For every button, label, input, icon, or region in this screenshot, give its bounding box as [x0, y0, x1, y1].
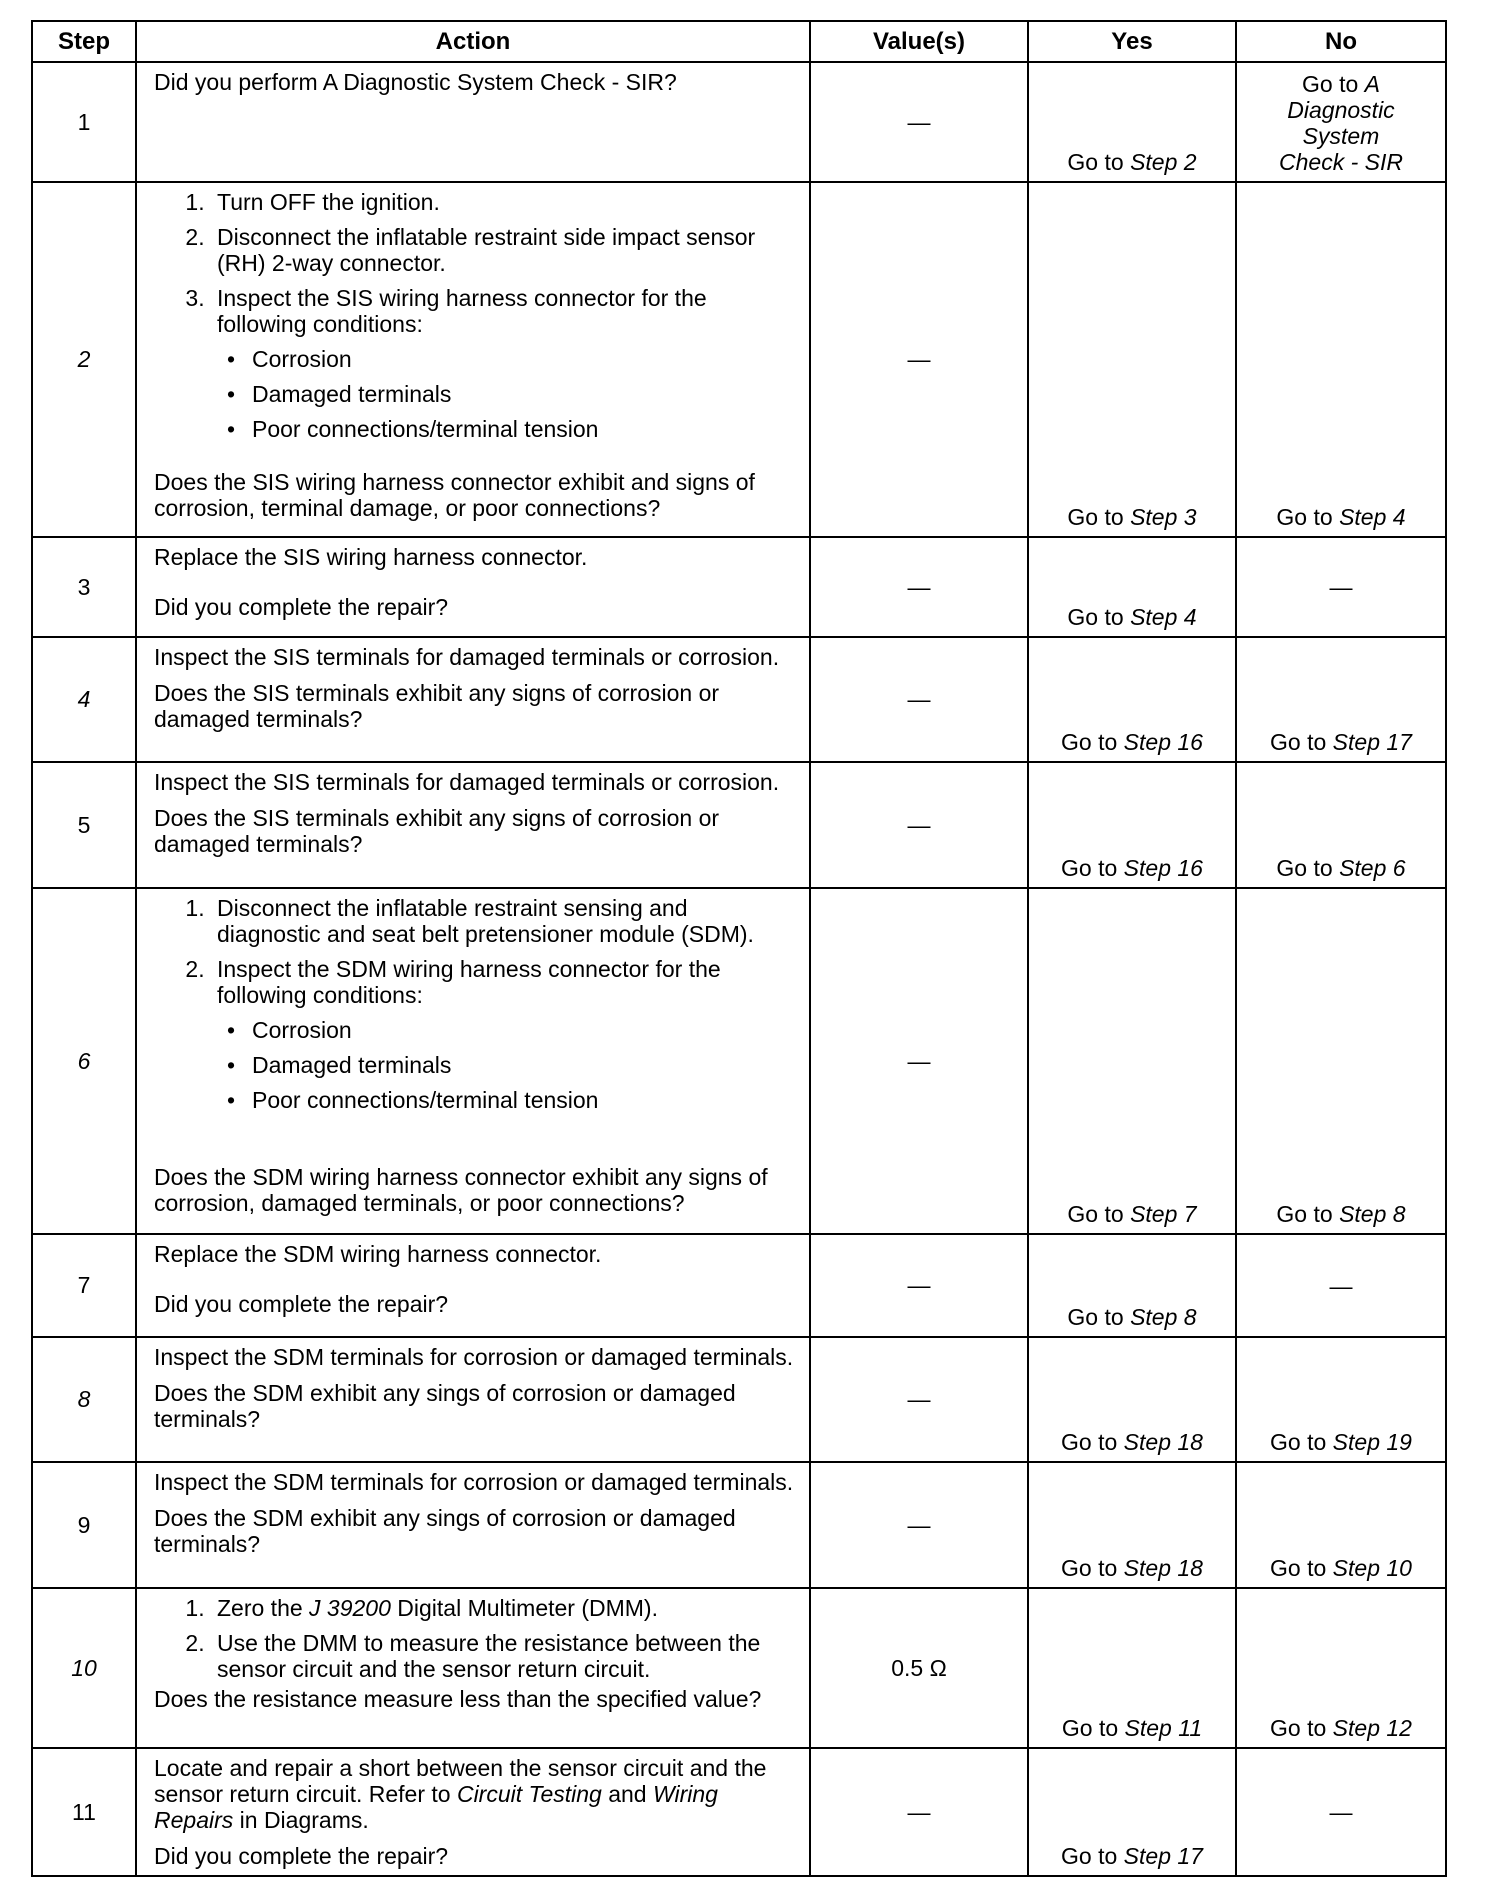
action-step: 1. Turn OFF the ignition. [211, 189, 797, 215]
action-text: Inspect the SDM terminals for corrosion or damaged terminals. [154, 1469, 794, 1495]
yes-step-link[interactable]: Step 18 [1123, 1429, 1203, 1455]
yes-step-link[interactable]: Step 3 [1130, 504, 1197, 530]
value-cell: — [810, 62, 1028, 182]
yes-prefix: Go to [1061, 1715, 1125, 1741]
yes-cell [1028, 537, 1236, 637]
no-cell [1236, 637, 1446, 762]
table-row [32, 62, 1446, 182]
yes-step-link[interactable]: Step 4 [1130, 604, 1197, 630]
action-steps [154, 895, 797, 1113]
condition-item: • Damaged terminals [227, 1052, 797, 1078]
action-text-part: in Diagrams. [233, 1807, 369, 1833]
no-link-part[interactable]: Diagnostic [1287, 97, 1395, 123]
action-question: Does the SIS terminals exhibit any signs of corrosion or damaged terminals? [154, 680, 720, 732]
yes-cell [1028, 1337, 1236, 1462]
yes-prefix: Go to [1061, 729, 1124, 755]
yes-cell [1028, 1588, 1236, 1748]
action-steps [154, 189, 797, 442]
action-cell [136, 182, 810, 537]
no-prefix: Go to [1270, 729, 1333, 755]
yes-prefix: Go to [1067, 1304, 1131, 1330]
action-text: Replace the SDM wiring harness connector. [154, 1241, 602, 1267]
no-step-link[interactable]: Step 6 [1339, 855, 1406, 881]
table-row [32, 888, 1446, 1234]
no-cell [1236, 62, 1446, 182]
yes-cell [1028, 888, 1236, 1234]
no-cell [1236, 1588, 1446, 1748]
table-row [32, 1462, 1446, 1588]
no-prefix: Go to [1276, 1201, 1340, 1227]
yes-cell [1028, 1462, 1236, 1588]
no-step-link[interactable]: Step 8 [1339, 1201, 1406, 1227]
step-number: 3 [32, 537, 136, 637]
condition-list [217, 1017, 797, 1113]
action-cell [136, 1234, 810, 1337]
action-cell [136, 1588, 810, 1748]
action-question: Did you complete the repair? [154, 1843, 449, 1869]
action-question: Does the SIS wiring harness connector exhibit and signs of corrosion, terminal damage, or poor connections? [154, 469, 755, 521]
table-row [32, 182, 1446, 537]
header-action: Action [136, 21, 810, 62]
action-step [211, 1595, 797, 1621]
action-steps [154, 1595, 797, 1682]
no-prefix: Go to [1302, 71, 1365, 97]
yes-cell [1028, 637, 1236, 762]
yes-prefix: Go to [1067, 504, 1131, 530]
step-number: 11 [32, 1748, 136, 1876]
yes-cell [1028, 62, 1236, 182]
step-number: 8 [32, 1337, 136, 1462]
table-row [32, 537, 1446, 637]
yes-prefix: Go to [1067, 604, 1131, 630]
action-question: Does the SDM exhibit any sings of corrosion or damaged terminals? [154, 1380, 736, 1432]
value-cell: — [810, 888, 1028, 1234]
value-cell: — [810, 1748, 1028, 1876]
action-text-part: Locate and repair a short between the sensor circuit and the sensor return circuit. Refer to [154, 1755, 767, 1807]
yes-cell [1028, 1234, 1236, 1337]
no-prefix: Go to [1270, 1715, 1333, 1741]
action-question: Does the SDM wiring harness connector exhibit any signs of corrosion, damaged terminals, or poor connections? [154, 1164, 768, 1216]
no-cell [1236, 1337, 1446, 1462]
yes-step-link[interactable]: Step 18 [1123, 1555, 1203, 1581]
action-question: Does the SDM exhibit any sings of corrosion or damaged terminals? [154, 1505, 736, 1557]
action-step-text: Digital Multimeter (DMM). [390, 1595, 658, 1621]
action-step [211, 956, 797, 1113]
no-link-part[interactable]: System [1302, 123, 1380, 149]
action-cell [136, 888, 810, 1234]
reference-link[interactable]: Wiring Repairs [154, 1781, 718, 1833]
no-cell [1236, 182, 1446, 537]
yes-step-link[interactable]: Step 16 [1123, 855, 1203, 881]
action-step-text: Zero the [217, 1595, 310, 1621]
step-number: 9 [32, 1462, 136, 1588]
action-question: Did you perform A Diagnostic System Check - SIR? [154, 69, 677, 95]
yes-prefix: Go to [1061, 855, 1124, 881]
value-cell: — [810, 762, 1028, 888]
header-row [32, 21, 1446, 62]
no-cell: — [1236, 537, 1446, 637]
action-text-part: and [601, 1781, 653, 1807]
step-number: 4 [32, 637, 136, 762]
tool-reference: J 39200 [309, 1595, 391, 1621]
no-step-link[interactable]: Step 10 [1332, 1555, 1412, 1581]
step-number: 5 [32, 762, 136, 888]
action-question: Does the SIS terminals exhibit any signs of corrosion or damaged terminals? [154, 805, 720, 857]
table-row [32, 762, 1446, 888]
condition-list [217, 346, 797, 442]
yes-step-link[interactable]: Step 7 [1130, 1201, 1197, 1227]
condition-item: • Poor connections/terminal tension [227, 416, 797, 442]
no-link-part[interactable]: A [1364, 71, 1380, 97]
no-prefix: Go to [1276, 504, 1340, 530]
reference-link[interactable]: Circuit Testing [456, 1781, 602, 1807]
header-yes: Yes [1028, 21, 1236, 62]
no-cell: — [1236, 1748, 1446, 1876]
no-cell [1236, 762, 1446, 888]
yes-prefix: Go to [1067, 1201, 1131, 1227]
action-step [211, 285, 797, 442]
yes-step-link[interactable]: Step 8 [1130, 1304, 1197, 1330]
action-step: 2. Use the DMM to measure the resistance between the sensor circuit and the sensor return circuit. [211, 1630, 797, 1682]
no-step-link[interactable]: Step 17 [1332, 729, 1412, 755]
action-cell [136, 1462, 810, 1588]
action-cell [136, 62, 810, 182]
action-cell [136, 1337, 810, 1462]
table-row [32, 637, 1446, 762]
table-row [32, 1337, 1446, 1462]
table-row [32, 1588, 1446, 1748]
action-cell [136, 637, 810, 762]
step-number: 10 [32, 1588, 136, 1748]
no-step-link[interactable]: Step 12 [1332, 1715, 1412, 1741]
yes-prefix: Go to [1061, 1429, 1124, 1455]
yes-cell [1028, 1748, 1236, 1876]
action-text: Replace the SIS wiring harness connector. [154, 544, 588, 570]
value-cell: — [810, 1234, 1028, 1337]
yes-step-link[interactable]: Step 2 [1130, 149, 1197, 175]
action-question: Did you complete the repair? [154, 594, 449, 620]
action-cell [136, 762, 810, 888]
value-cell: — [810, 637, 1028, 762]
action-step-text: Inspect the SDM wiring harness connector for the following conditions: [217, 956, 721, 1008]
no-step-link[interactable]: Step 4 [1339, 504, 1406, 530]
yes-cell [1028, 762, 1236, 888]
header-step: Step [32, 21, 136, 62]
action-question: Did you complete the repair? [154, 1291, 449, 1317]
table-row [32, 1234, 1446, 1337]
yes-step-link[interactable]: Step 16 [1123, 729, 1203, 755]
no-cell: — [1236, 1234, 1446, 1337]
no-prefix: Go to [1270, 1555, 1333, 1581]
action-text: Inspect the SDM terminals for corrosion or damaged terminals. [154, 1344, 794, 1370]
yes-step-link[interactable]: Step 17 [1123, 1843, 1203, 1869]
condition-item: • Corrosion [227, 1017, 797, 1043]
no-cell [1236, 888, 1446, 1234]
no-link-part[interactable]: Check - SIR [1279, 149, 1403, 175]
action-text: Inspect the SIS terminals for damaged terminals or corrosion. [154, 769, 780, 795]
yes-prefix: Go to [1061, 1555, 1124, 1581]
no-step-link[interactable]: Step 19 [1332, 1429, 1412, 1455]
yes-step-link[interactable]: Step 11 [1124, 1715, 1203, 1741]
action-question: Does the resistance measure less than the specified value? [154, 1686, 762, 1712]
value-cell: — [810, 1337, 1028, 1462]
action-cell [136, 537, 810, 637]
step-number: 7 [32, 1234, 136, 1337]
value-cell: — [810, 537, 1028, 637]
yes-prefix: Go to [1061, 1843, 1124, 1869]
action-step: 1. Disconnect the inflatable restraint sensing and diagnostic and seat belt pretensioner module (SDM). [211, 895, 797, 947]
header-values: Value(s) [810, 21, 1028, 62]
condition-item: • Poor connections/terminal tension [227, 1087, 797, 1113]
diagnostic-table [31, 20, 1447, 1877]
yes-cell [1028, 182, 1236, 537]
condition-item: • Corrosion [227, 346, 797, 372]
no-prefix: Go to [1276, 855, 1340, 881]
action-step-text: Inspect the SIS wiring harness connector for the following conditions: [217, 285, 707, 337]
action-text: Inspect the SIS terminals for damaged terminals or corrosion. [154, 644, 780, 670]
action-text [154, 1755, 797, 1833]
step-number: 1 [32, 62, 136, 182]
value-cell: — [810, 182, 1028, 537]
header-no: No [1236, 21, 1446, 62]
table-row [32, 1748, 1446, 1876]
no-cell [1236, 1462, 1446, 1588]
step-number: 6 [32, 888, 136, 1234]
no-prefix: Go to [1270, 1429, 1333, 1455]
yes-prefix: Go to [1067, 149, 1131, 175]
step-number: 2 [32, 182, 136, 537]
condition-item: • Damaged terminals [227, 381, 797, 407]
action-step: 2. Disconnect the inflatable restraint side impact sensor (RH) 2-way connector. [211, 224, 797, 276]
value-cell: — [810, 1462, 1028, 1588]
value-cell: 0.5 Ω [810, 1588, 1028, 1748]
action-cell [136, 1748, 810, 1876]
